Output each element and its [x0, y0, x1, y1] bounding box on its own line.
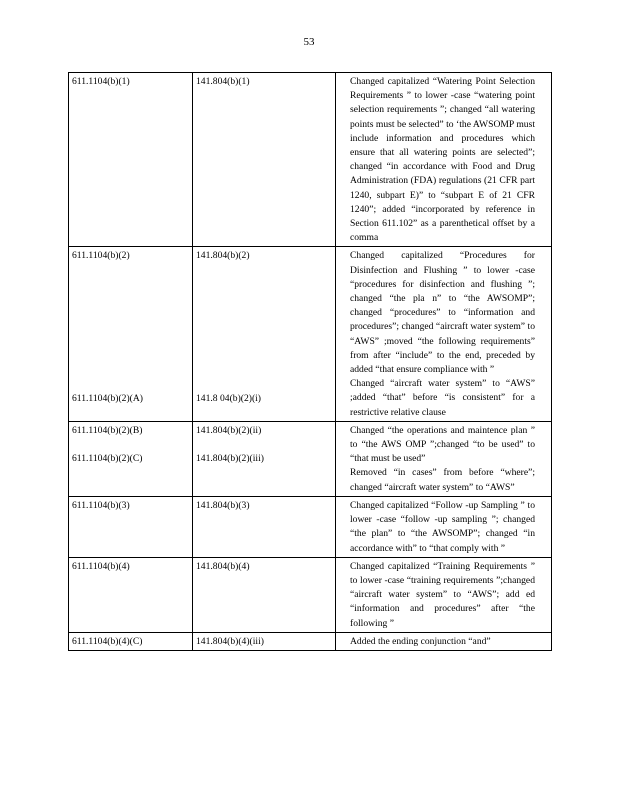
change-description-cell: [336, 247, 552, 421]
change-description: Changed “the operations and maintence plan ” to “the AWS OMP ”;changed “to be used” to “that must be used”: [350, 424, 535, 465]
change-description: Changed “aircraft water system” to “AWS” ;added “that” before “is consistent” for a restrictive relative clause: [350, 378, 535, 418]
old-section: 611.1104(b)(4): [72, 560, 130, 572]
new-section: 141.8 04(b)(2)(i): [196, 392, 262, 404]
old-section-cell: [69, 496, 193, 557]
new-section-cell: [193, 247, 336, 421]
old-section: 611.1104(b)(1): [72, 76, 130, 87]
new-section: 141.804(b)(2): [196, 250, 250, 262]
old-section: 611.1104(b)(2): [72, 250, 130, 262]
old-section: 611.1104(b)(2)(A): [72, 392, 143, 404]
new-section-cell: [193, 632, 336, 650]
table-row: [69, 247, 552, 421]
old-section-cell: [69, 632, 193, 650]
new-section: 141.804(b)(2)(iii): [196, 453, 264, 465]
old-section: 611.1104(b)(2)(B): [72, 424, 143, 436]
amendments-table: [68, 72, 552, 651]
change-description: Changed capitalized “Watering Point Selection Requirements ” to lower -case “watering point selection requirements ”; changed “all watering points must be selected” to ‘the AWSOMP must include information and procedures which ensure that all watering points are selected”; changed “in accordance with Food and Drug Administration (FDA) regulations (21 CFR part 1240, subpart E)” to “subpart E of 21 CFR 1240”; added “incorporated by reference in Section 611.102” as a parenthetical offset by a comma: [350, 76, 535, 244]
new-section-cell: [193, 421, 336, 496]
new-section: 141.804(b)(2)(ii): [196, 424, 262, 436]
new-section: 141.804(b)(3): [196, 499, 250, 511]
change-description: Changed capitalized “Follow -up Sampling ” to lower -case “follow -up sampling ”; changed “the plan” to “the AWSOMP”; changed “in accordance with” to “that comply with ”: [350, 499, 535, 554]
new-section: 141.804(b)(4)(iii): [196, 635, 264, 647]
table-row: [69, 73, 552, 247]
change-description-cell: [336, 632, 552, 650]
change-description: Changed capitalized “Procedures for Disinfection and Flushing ” to lower -case “procedures for disinfection and flushing ”; changed “the pla n” to “the AWSOMP”; changed “procedures” to “information and procedures”; changed “aircraft water system” to “AWS” ;moved “the following requirements” from after “include” to the end, preceded by added “that ensure compliance with ”: [350, 250, 535, 376]
old-section-cell: [69, 247, 193, 421]
table-row: [69, 632, 552, 650]
change-description-cell: [336, 421, 552, 496]
new-section: 141.804(b)(1): [196, 76, 250, 87]
change-description-cell: [336, 557, 552, 632]
table-row: [69, 496, 552, 557]
table-row: [69, 421, 552, 496]
change-description-cell: [336, 496, 552, 557]
page-number: 53: [303, 36, 315, 48]
change-description-cell: [336, 73, 552, 247]
new-section-cell: [193, 73, 336, 247]
change-description: Changed capitalized “Training Requirements ” to lower -case “training requirements ”;changed “aircraft water system” to “AWS”; add ed “information and procedures” after “the following ”: [350, 560, 535, 629]
old-section: 611.1104(b)(3): [72, 499, 130, 511]
new-section-cell: [193, 557, 336, 632]
old-section: 611.1104(b)(4)(C): [72, 635, 143, 647]
old-section-cell: [69, 557, 193, 632]
old-section-cell: [69, 73, 193, 247]
table-row: [69, 557, 552, 632]
old-section: 611.1104(b)(2)(C): [72, 453, 143, 465]
new-section-cell: [193, 496, 336, 557]
change-description: Added the ending conjunction “and”: [350, 635, 491, 647]
old-section-cell: [69, 421, 193, 496]
new-section: 141.804(b)(4): [196, 560, 250, 572]
change-description: Removed “in cases” from before “where”; changed “aircraft water system” to “AWS”: [350, 467, 535, 493]
